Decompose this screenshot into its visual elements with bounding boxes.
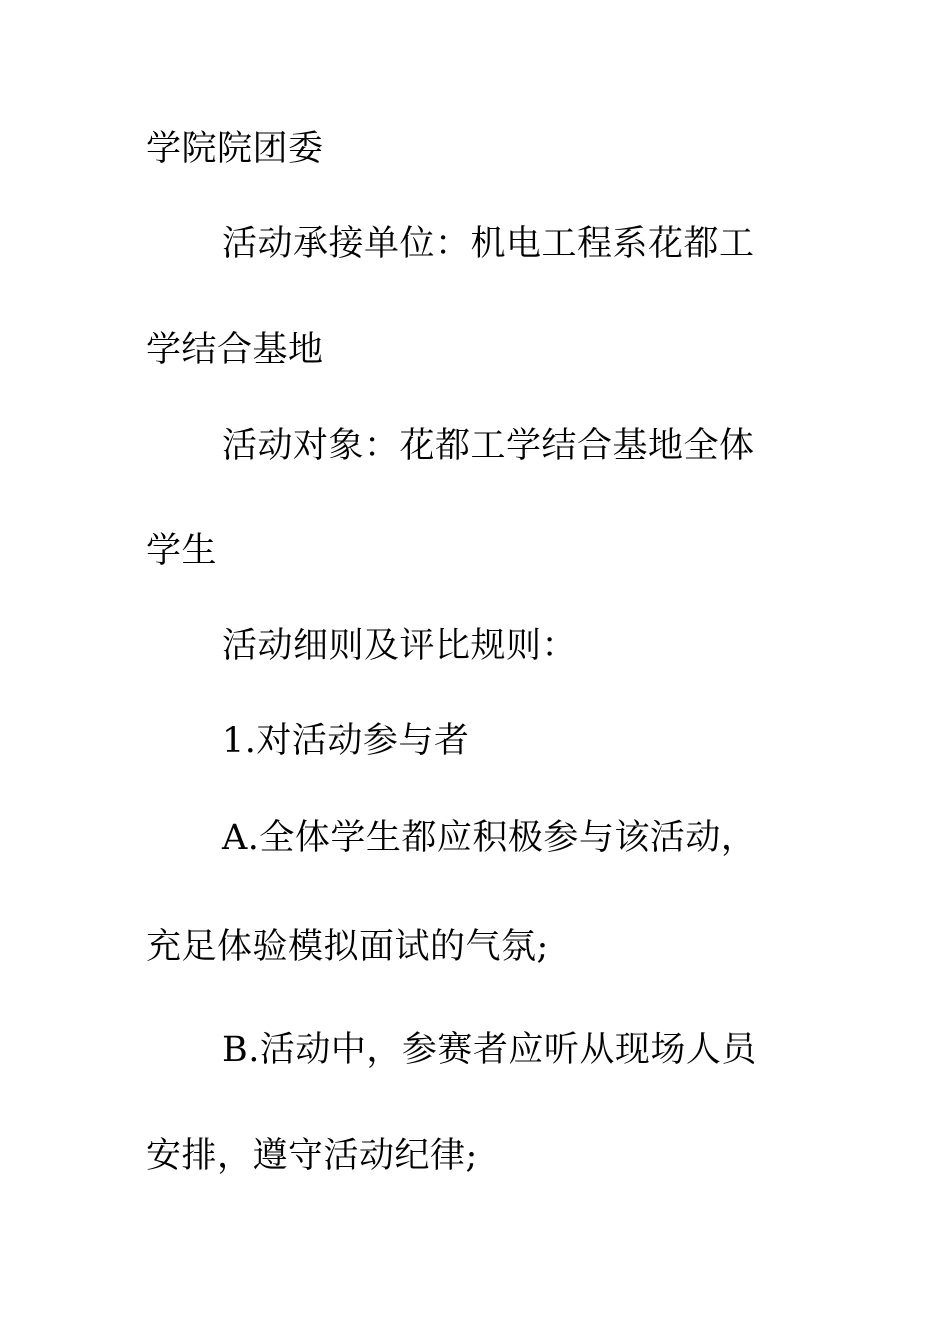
text-line-5: 学生 — [146, 531, 218, 571]
text-line-4: 活动对象：花都工学结合基地全体 — [222, 426, 755, 466]
text-line-8: A.全体学生都应积极参与该活动， — [222, 818, 757, 858]
text-line-10: B.活动中，参赛者应听从现场人员 — [222, 1030, 757, 1070]
text-line-11: 安排，遵守活动纪律; — [146, 1136, 478, 1176]
text-line-2: 活动承接单位：机电工程系花都工 — [222, 224, 755, 264]
text-line-9: 充足体验模拟面试的气氛; — [146, 927, 549, 967]
text-line-7: 1.对活动参与者 — [222, 721, 470, 761]
text-line-1: 学院院团委 — [146, 129, 324, 169]
text-line-3: 学结合基地 — [146, 330, 324, 370]
text-line-6: 活动细则及评比规则： — [222, 626, 578, 666]
